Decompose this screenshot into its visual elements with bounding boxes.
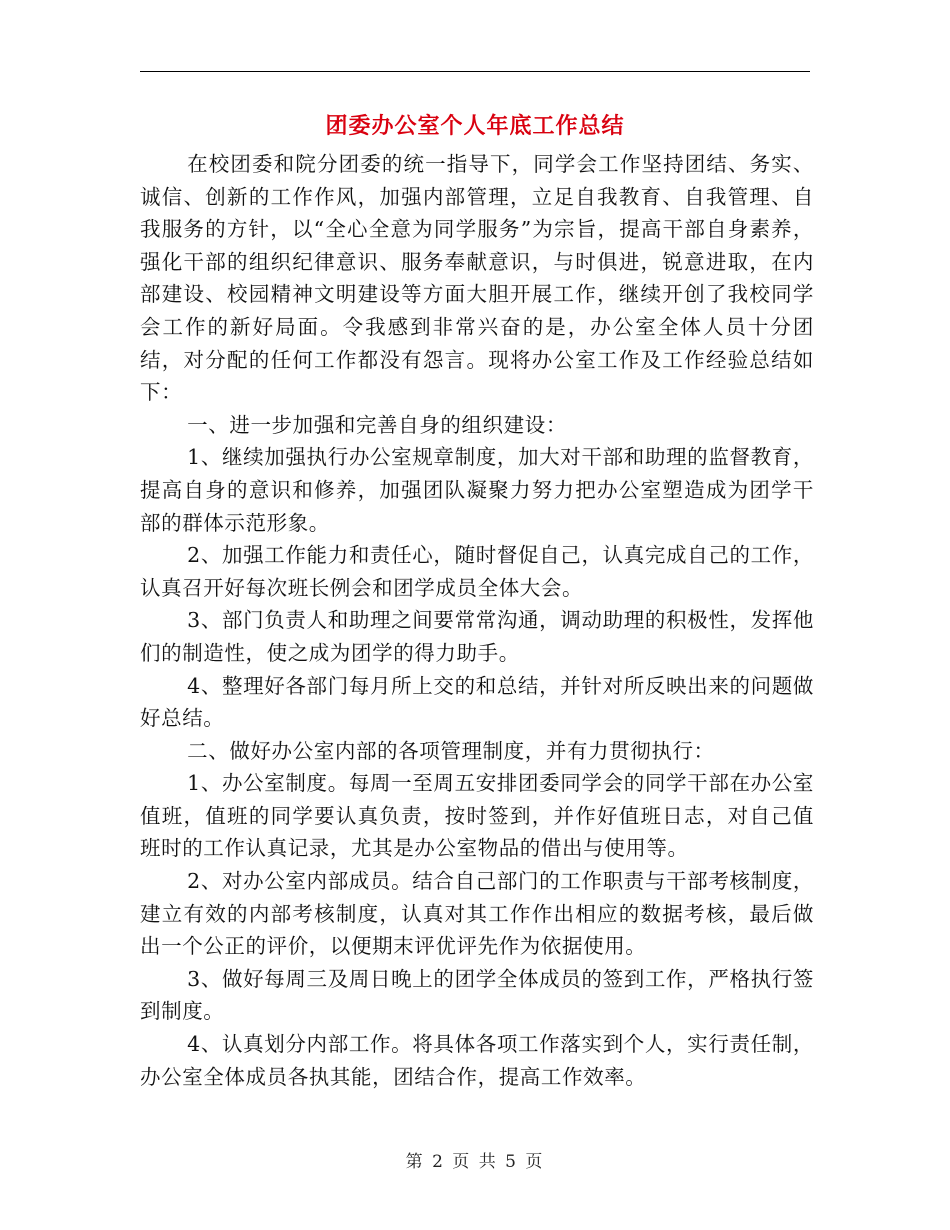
section-1-item-3: 3、部门负责人和助理之间要常常沟通，调动助理的积极性，发挥他们的制造性，使之成为团学的得力助手。 bbox=[140, 608, 814, 665]
section-heading-2: 二、做好办公室内部的各项管理制度，并有力贯彻执行： bbox=[187, 738, 715, 763]
document-title: 团委办公室个人年底工作总结 bbox=[325, 113, 625, 139]
section-heading-1: 一、进一步加强和完善自身的组织建设： bbox=[187, 412, 567, 437]
section-2-item-2: 2、对办公室内部成员。结合自己部门的工作职责与干部考核制度，建立有效的内部考核制度，认真对其工作作出相应的数据考核，最后做出一个公正的评价，以便期末评优评先作为依据使用。 bbox=[140, 869, 814, 959]
section-1-item-2: 2、加强工作能力和责任心，随时督促自己，认真完成自己的工作，认真召开好每次班长例会和团学成员全体大会。 bbox=[140, 543, 814, 600]
section-2-item-3: 3、做好每周三及周日晚上的团学全体成员的签到工作，严格执行签到制度。 bbox=[140, 966, 814, 1024]
header-rule bbox=[140, 71, 810, 72]
section-2-item-1: 1、办公室制度。每周一至周五安排团委同学会的同学干部在办公室值班，值班的同学要认真负责，按时签到，并作好值班日志，对自己值班时的工作认真记录，尤其是办公室物品的借出与使用等。 bbox=[140, 771, 814, 861]
intro-paragraph: 在校团委和院分团委的统一指导下，同学会工作坚持团结、务实、诚信、创新的工作作风，加强内部管理，立足自我教育、自我管理、自我服务的方针，以“全心全意为同学服务”为宗旨，提高干部自身素养，强化干部的组织纪律意识、服务奉献意识，与时俱进，锐意进取，在内部建设、校园精神文明建设等方面大胆开展工作，继续开创了我校同学会工作的新好局面。令我感到非常兴奋的是，办公室全体人员十分团结，对分配的任何工作都没有怨言。现将办公室工作及工作经验总结如下： bbox=[140, 152, 814, 405]
document-body bbox=[140, 148, 814, 1093]
section-1-item-1: 1、继续加强执行办公室规章制度，加大对干部和助理的监督教育，提高自身的意识和修养，加强团队凝聚力努力把办公室塑造成为团学干部的群体示范形象。 bbox=[140, 445, 814, 535]
page-number-footer: 第 2 页 共 5 页 bbox=[405, 1152, 545, 1172]
section-1-item-4: 4、整理好各部门每月所上交的和总结，并针对所反映出来的问题做好总结。 bbox=[140, 673, 814, 731]
section-2-item-4: 4、认真划分内部工作。将具体各项工作落实到个人，实行责任制，办公室全体成员各执其能，团结合作，提高工作效率。 bbox=[140, 1032, 814, 1089]
